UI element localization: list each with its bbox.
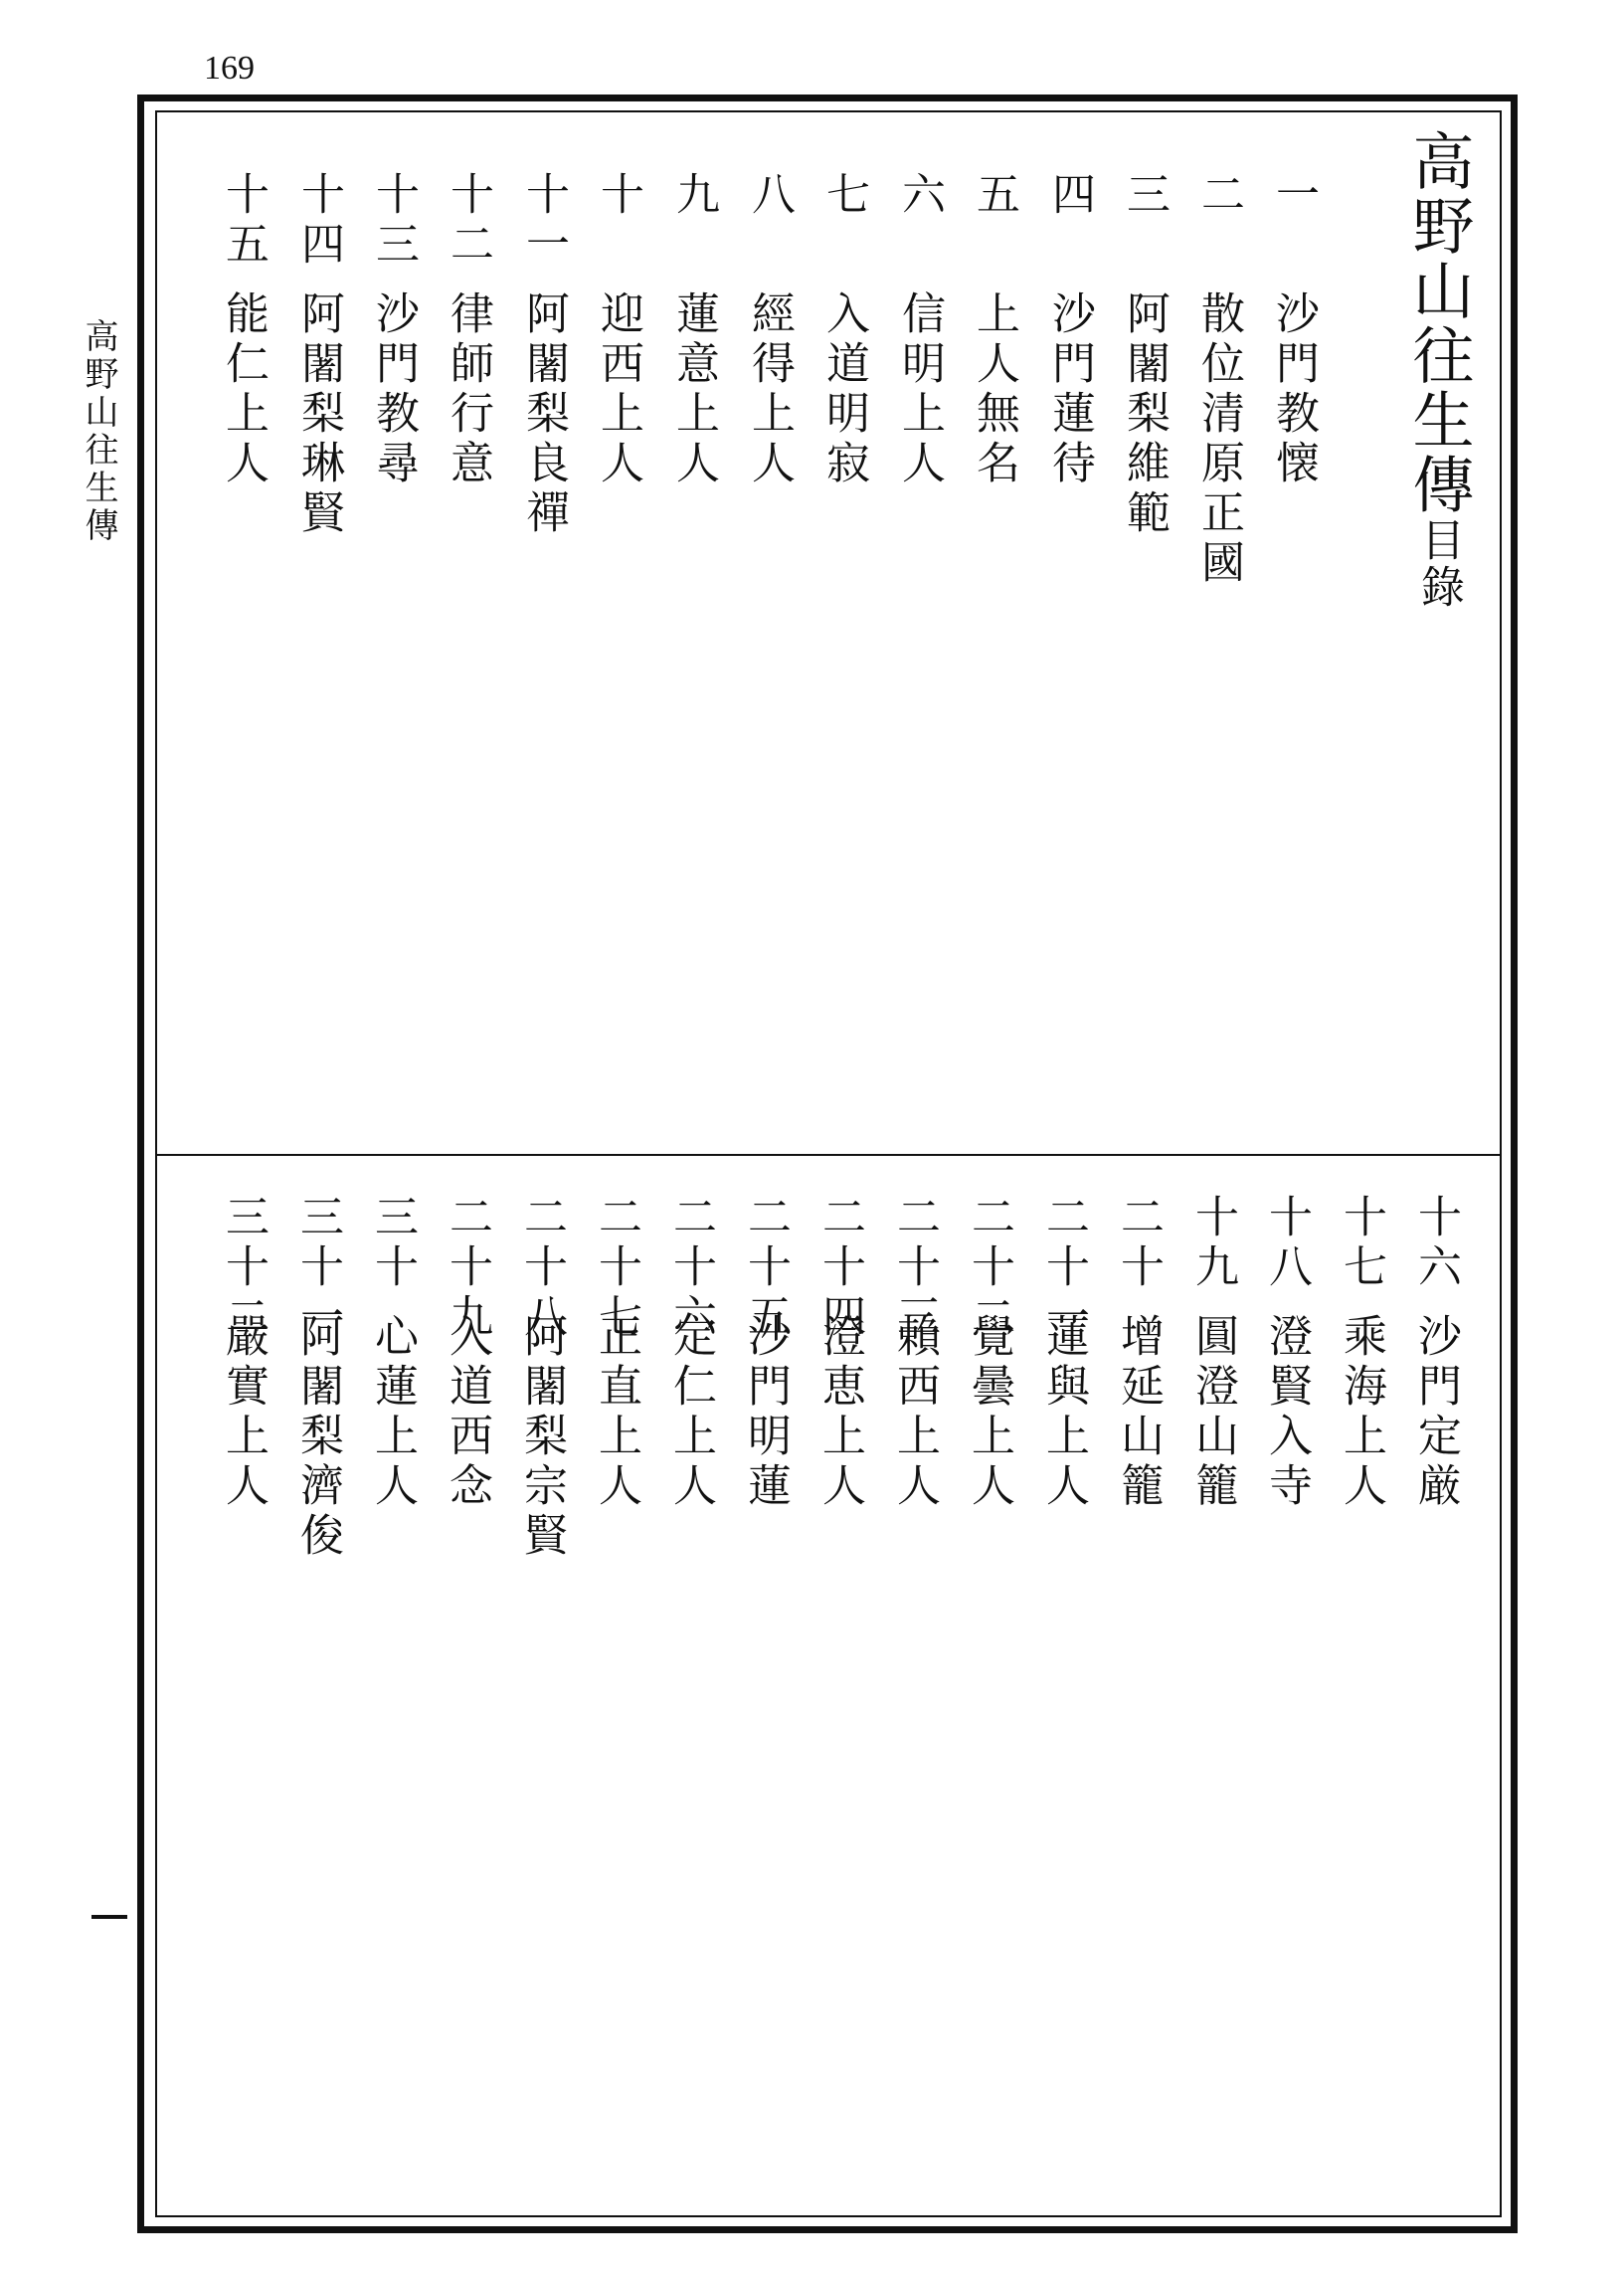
entry-number: 十: [593, 171, 643, 221]
toc-entry: [1410, 1194, 1461, 1512]
entry-number: 二十二: [964, 1194, 1014, 1343]
entry-name: 蓮與上人: [1038, 1313, 1089, 1512]
entry-number: 三十一: [292, 1194, 343, 1343]
entry-number: 十六: [1410, 1194, 1461, 1293]
entry-name: 阿闍梨良禪: [518, 290, 569, 539]
entry-number: 二十九: [442, 1194, 492, 1343]
entry-name: 圓澄山籠: [1187, 1313, 1238, 1512]
entry-number: 十二: [443, 171, 493, 271]
entry-name: 阿闍梨宗賢: [516, 1313, 567, 1562]
entry-number: 二十: [1113, 1194, 1164, 1293]
toc-entry: [1336, 1194, 1386, 1512]
entry-number: 三: [1119, 171, 1170, 221]
entry-name: 入道明寂: [818, 290, 869, 489]
entry-name: 沙門定厳: [1410, 1313, 1461, 1512]
entry-number: 十四: [293, 171, 344, 271]
entry-number: 七: [818, 171, 869, 221]
entry-number: 二: [1193, 171, 1244, 221]
entry-number: 二十七: [591, 1194, 641, 1343]
toc-entry: [1268, 171, 1319, 489]
toc-entry: [518, 171, 569, 539]
toc-entry: [1119, 171, 1170, 539]
entry-name: 蓮意上人: [668, 290, 719, 489]
entry-name: 澄賢入寺: [1261, 1313, 1312, 1512]
toc-entry: [744, 171, 795, 489]
entry-number: 一: [1268, 171, 1319, 221]
entry-number: 十一: [518, 171, 569, 271]
toc-entry: [593, 171, 643, 489]
entry-number: 二十四: [814, 1194, 865, 1343]
entry-number: 十九: [1187, 1194, 1238, 1293]
toc-entry: [292, 1194, 343, 1562]
toc-entry: [1193, 171, 1244, 589]
toc-entry: [591, 1194, 641, 1512]
entry-number: 十三: [368, 171, 419, 271]
toc-entry: [443, 171, 493, 489]
page-marker: [91, 1915, 127, 1919]
entry-name: 賴西上人: [889, 1313, 940, 1512]
entry-name: 沙門教尋: [368, 290, 419, 489]
entry-number: 四: [1044, 171, 1095, 221]
entry-name: 增延山籠: [1113, 1313, 1164, 1512]
toc-entry: [814, 1194, 865, 1512]
entry-number: 三十: [367, 1194, 418, 1293]
toc-entry: [218, 171, 269, 489]
entry-name: 沙門教懐: [1268, 290, 1319, 489]
entry-name: 信明上人: [894, 290, 945, 489]
toc-entry: [368, 171, 419, 489]
toc-entry: [818, 171, 869, 489]
toc-entry: [1187, 1194, 1238, 1512]
toc-entry: [367, 1194, 418, 1512]
document-title: [1402, 129, 1475, 611]
entry-name: 阿闍梨維範: [1119, 290, 1170, 539]
entry-name: 阿闍梨濟俊: [292, 1313, 343, 1562]
toc-entry: [665, 1194, 716, 1512]
toc-entry: [1038, 1194, 1089, 1512]
entry-name: 嚴實上人: [218, 1313, 269, 1512]
entry-number: 二十一: [1038, 1194, 1089, 1343]
entry-name: 經得上人: [744, 290, 795, 489]
entry-name: 阿闍梨琳賢: [293, 290, 344, 539]
toc-entry: [1113, 1194, 1164, 1512]
toc-entry: [668, 171, 719, 489]
entry-name: 散位清原正國: [1193, 290, 1244, 589]
toc-entry: [516, 1194, 567, 1562]
entry-number: 二十八: [516, 1194, 567, 1343]
entry-name: 上人無名: [969, 290, 1019, 489]
toc-entry: [969, 171, 1019, 489]
entry-name: 乘海上人: [1336, 1313, 1386, 1512]
entry-number: 六: [894, 171, 945, 221]
toc-entry: [1261, 1194, 1312, 1512]
entry-name: 沙門蓮待: [1044, 290, 1095, 489]
entry-name: 澄恵上人: [814, 1313, 865, 1512]
entry-number: 二十五: [740, 1194, 791, 1343]
running-title: 高野山往生傳: [79, 318, 118, 545]
entry-name: 定仁上人: [665, 1313, 716, 1512]
entry-name: 沙門明蓮: [740, 1313, 791, 1512]
toc-entry: [218, 1194, 269, 1512]
page-number: 169: [204, 50, 255, 87]
entry-number: 二十六: [665, 1194, 716, 1343]
entry-name: 律師行意: [443, 290, 493, 489]
entry-name: 能仁上人: [218, 290, 269, 489]
toc-entry: [889, 1194, 940, 1512]
entry-name: 入道西念: [442, 1313, 492, 1512]
entry-number: 十七: [1336, 1194, 1386, 1293]
toc-entry: [964, 1194, 1014, 1512]
entry-name: 心蓮上人: [367, 1313, 418, 1512]
title-suffix: 目錄: [1413, 517, 1464, 611]
toc-entry: [894, 171, 945, 489]
toc-entry: [740, 1194, 791, 1512]
toc-entry: [293, 171, 344, 539]
title-main: 高野山往生傳: [1402, 129, 1475, 517]
toc-entry: [442, 1194, 492, 1512]
section-divider: [157, 1154, 1500, 1156]
entry-number: 五: [969, 171, 1019, 221]
entry-name: 覺曇上人: [964, 1313, 1014, 1512]
entry-name: 正直上人: [591, 1313, 641, 1512]
entry-number: 十五: [218, 171, 269, 271]
entry-number: 八: [744, 171, 795, 221]
toc-entry: [1044, 171, 1095, 489]
entry-name: 迎西上人: [593, 290, 643, 489]
entry-number: 二十三: [889, 1194, 940, 1343]
entry-number: 三十二: [218, 1194, 269, 1343]
entry-number: 九: [668, 171, 719, 221]
entry-number: 十八: [1261, 1194, 1312, 1293]
